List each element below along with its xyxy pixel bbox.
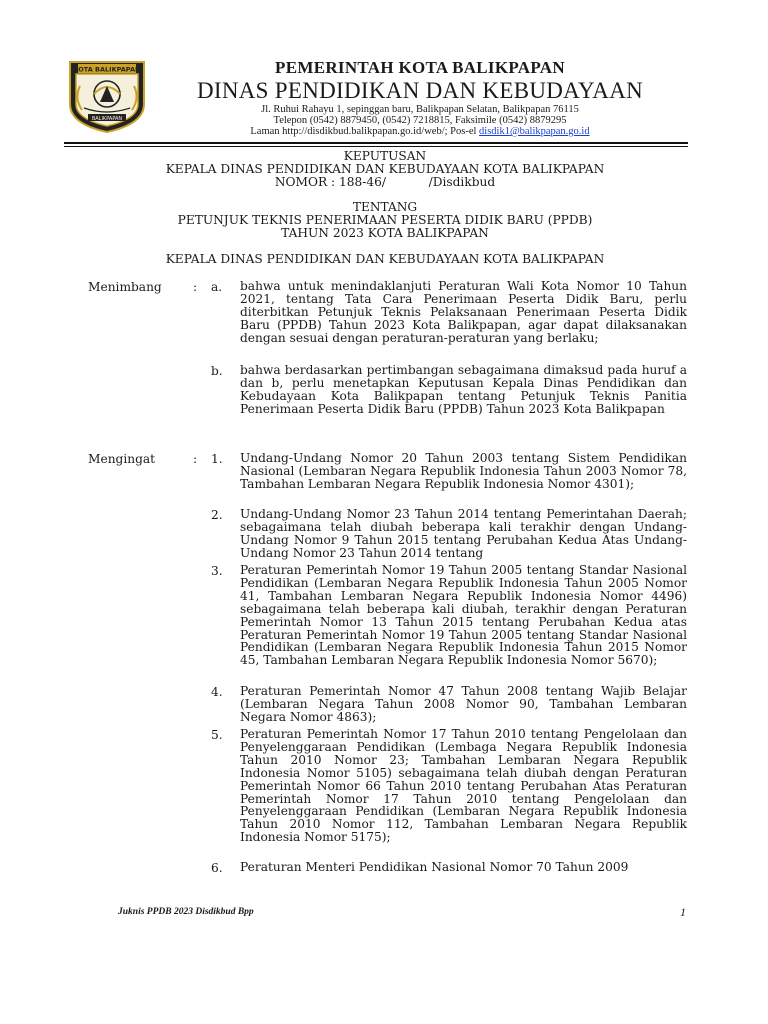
mengingat-item-2-marker: 2. [211, 508, 223, 522]
mengingat-item-1-marker: 1. [211, 452, 223, 466]
government-name: PEMERINTAH KOTA BALIKPAPAN [275, 58, 565, 77]
decree-about: TENTANG [352, 200, 418, 214]
office-address: Jl. Ruhui Rahayu 1, sepinggan baru, Balikpapan Selatan, Balikpapan 76115 [261, 104, 579, 115]
office-phone: Telepon (0542) 8879450, (0542) 7218815, Faksimile (0542) 8879295 [273, 115, 567, 126]
mengingat-item-6-text: Peraturan Menteri Pendidikan Nasional Nomor 70 Tahun 2009 [240, 860, 629, 874]
mengingat-colon: : [193, 452, 198, 466]
mengingat-item-6-marker: 6. [211, 861, 223, 875]
department-name: DINAS PENDIDIKAN DAN KEBUDAYAAN [196, 78, 644, 103]
page-number: 1 [680, 905, 686, 919]
menimbang-item-a-marker: a. [211, 280, 223, 294]
mengingat-item-2-text: Undang-Undang Nomor 23 Tahun 2014 tentang Pemerintahan Daerah; sebagaimana telah diubah beberapa kali terakhir dengan Undang-Undang Nomor 9 Tahun 2015 tentang Perubahan Kedua Atas Undang-Undang Nomor 23 Tahun 2014 tentang [240, 507, 687, 560]
website-text: Laman http://disdikbud.balikpapan.go.id/web/; Pos-el [250, 126, 480, 137]
decree-issuer: KEPALA DINAS PENDIDIKAN DAN KEBUDAYAAN KOTA BALIKPAPAN [165, 162, 605, 176]
footer-document-title: Juknis PPDB 2023 Disdikbud Bpp [118, 907, 254, 917]
mengingat-item-5-marker: 5. [211, 728, 223, 742]
menimbang-item-b-marker: b. [211, 364, 223, 378]
decree-official: KEPALA DINAS PENDIDIKAN DAN KEBUDAYAAN KOTA BALIKPAPAN [165, 252, 605, 266]
mengingat-item-3-marker: 3. [211, 564, 223, 578]
menimbang-item-b-text: bahwa berdasarkan pertimbangan sebagaimana dimaksud pada huruf a dan b, perlu menetapkan Keputusan Kepala Dinas Pendidikan dan Kebudayaan Kota Balikpapan tentang Petunjuk Teknis Panitia Penerimaan Peserta Didik Baru (PPDB) Tahun 2023 Kota Balikpapan [240, 363, 687, 416]
city-emblem-logo [64, 58, 150, 134]
letterhead-rule-thin [64, 146, 688, 147]
menimbang-item-a-text: bahwa untuk menindaklanjuti Peraturan Wali Kota Nomor 10 Tahun 2021, tentang Tata Cara Penerimaan Peserta Didik Baru, perlu diterbitkan Petunjuk Teknis Pelaksanaan Penerimaan Peserta Didik Baru (PPDB) Tahun 2023 Kota Balikpapan, agar dapat dilaksanakan dengan sesuai dengan peraturan-peraturan yang berlaku; [240, 279, 687, 345]
mengingat-item-3-text: Peraturan Pemerintah Nomor 19 Tahun 2005 tentang Standar Nasional Pendidikan (Lembaran Negara Republik Indonesia Tahun 2005 Nomor 41, Tambahan Lembaran Negara Republik Indonesia Nomor 4496) sebagaimana telah beberapa kali diubah, terakhir dengan Peraturan Pemerintah Nomor 13 Tahun 2015 tentang Perubahan Kedua atas Peraturan Pemerintah Nomor 19 Tahun 2005 tentang Standar Nasional Pendidikan (Lembaran Negara Republik Indonesia Tahun 2015 Nomor 45, Tambahan Lembaran Negara Republik Indonesia Nomor 5670); [240, 563, 687, 668]
mengingat-item-1-text: Undang-Undang Nomor 20 Tahun 2003 tentang Sistem Pendidikan Nasional (Lembaran Negara Republik Indonesia Tahun 2003 Nomor 78, Tambahan Lembaran Negara Republik Indonesia Nomor 4301); [240, 451, 687, 491]
mengingat-label: Mengingat [88, 452, 156, 466]
mengingat-item-4-text: Peraturan Pemerintah Nomor 47 Tahun 2008 tentang Wajib Belajar (Lembaran Negara Tahun 2008 Nomor 90, Tambahan Lembaran Negara Nomor 4863); [240, 684, 687, 724]
decree-subject-line-1: PETUNJUK TEKNIS PENERIMAAN PESERTA DIDIK BARU (PPDB) [177, 213, 593, 227]
menimbang-colon: : [193, 280, 198, 294]
decree-type: KEPUTUSAN [343, 149, 427, 163]
logo-text-top: KOTA BALIKPAPAN [73, 65, 141, 74]
mengingat-item-5-text: Peraturan Pemerintah Nomor 17 Tahun 2010 tentang Pengelolaan dan Penyelenggaraan Pendidikan (Lembaga Negara Republik Indonesia Tahun 2010 Nomor 23; Tambahan Lembaran Negara Republik Indonesia Nomor 5105) sebagaimana telah diubah dengan Peraturan Pemerintah Nomor 66 Tahun 2010 tentang Perubahan Atas Peraturan Pemerintah Nomor 17 Tahun 2010 tentang Pengelolaan dan Penyelenggaraan Pendidikan (Lembaran Negara Republik Indonesia Tahun 2010 Nomor 112, Tambahan Lembaran Negara Republik Indonesia Nomor 5175); [240, 727, 687, 845]
letterhead-rule-thick [64, 142, 688, 144]
decree-subject-line-2: TAHUN 2023 KOTA BALIKPAPAN [281, 226, 489, 240]
office-website-line [150, 126, 690, 137]
email-link[interactable]: disdik1@balikpapan.go.id [479, 126, 590, 137]
mengingat-item-4-marker: 4. [211, 685, 223, 699]
logo-text-bottom: BALIKPAPAN [91, 115, 123, 122]
menimbang-label: Menimbang [88, 280, 162, 294]
decree-number: NOMOR : 188-46/ /Disdikbud [274, 175, 496, 189]
